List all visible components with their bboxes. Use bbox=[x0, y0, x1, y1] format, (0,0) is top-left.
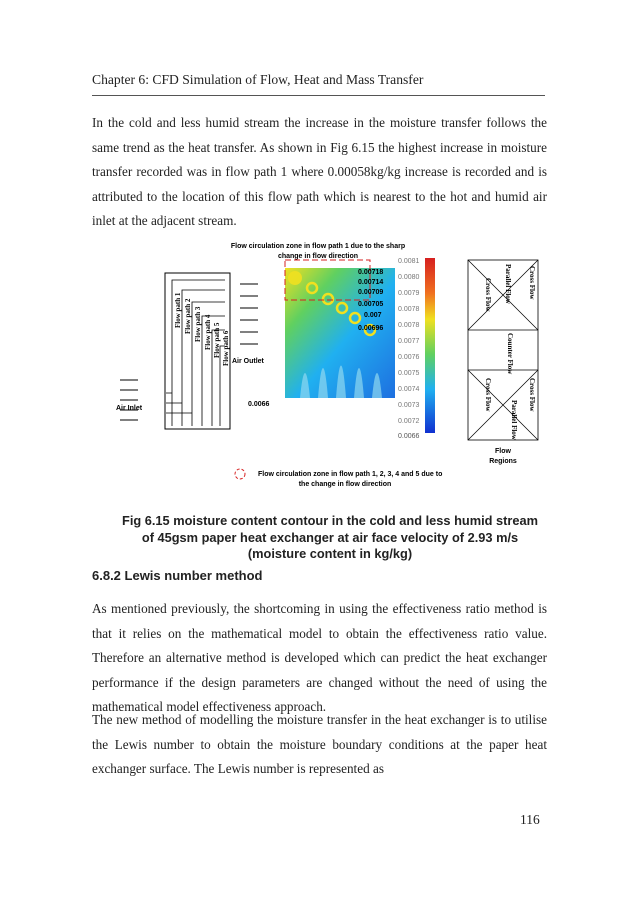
figure-caption: Fig 6.15 moisture content contour in the cold and less humid stream of 45gsm paper heat exchanger at air face velocity of 2.93 m/s (moisture content in kg/kg) bbox=[122, 513, 538, 561]
cbar-tick-5: 0.0078 bbox=[398, 322, 420, 329]
region-counter: Counter Flow bbox=[506, 333, 514, 375]
cbar-tick-2: 0.0080 bbox=[398, 274, 420, 281]
colorbar bbox=[398, 258, 435, 440]
region-cross-mid: Cross Flow bbox=[484, 278, 492, 312]
air-inlet-label: Air Inlet bbox=[116, 405, 143, 412]
region-cross-bottom: Cross Flow bbox=[528, 378, 536, 412]
flow-regions-diagram bbox=[468, 260, 538, 465]
cbar-tick-7: 0.0076 bbox=[398, 354, 420, 361]
paragraph-3: The new method of modelling the moisture transfer in the heat exchanger is to utilise the Lewis number to obtain the moisture boundary conditions at the paper heat exchanger surface. The Lewis number is represented as bbox=[92, 712, 547, 777]
flow-schematic bbox=[116, 273, 265, 429]
cbar-tick-10: 0.0073 bbox=[398, 402, 420, 409]
outlet-value-6: 0.00696 bbox=[358, 325, 384, 332]
region-cross-top: Cross Flow bbox=[528, 266, 536, 300]
chapter-header: Chapter 6: CFD Simulation of Flow, Heat and Mass Transfer bbox=[92, 72, 424, 87]
region-parallel-top: Parallel Flow bbox=[504, 264, 512, 304]
page-number: 116 bbox=[520, 812, 540, 827]
outlet-value-3: 0.00709 bbox=[358, 289, 384, 296]
cbar-tick-1: 0.0081 bbox=[398, 258, 420, 265]
flow-path-6-label: Flow path 6 bbox=[222, 330, 230, 366]
cbar-tick-6: 0.0077 bbox=[398, 338, 420, 345]
cbar-tick-9: 0.0074 bbox=[398, 386, 420, 393]
flow-regions-title-2: Regions bbox=[489, 458, 517, 465]
flow-path-2-label: Flow path 2 bbox=[184, 298, 192, 334]
cbar-tick-8: 0.0075 bbox=[398, 370, 420, 377]
paragraph-2: As mentioned previously, the shortcoming in using the effectiveness ratio method is that it relies on the mathematical model to obtain the effectiveness ratio value. Therefore an alternative method is developed which can predict the heat exchanger performance if the design parameters are changed without the need of using the mathematical model effectiveness approach. bbox=[92, 601, 547, 715]
region-parallel-bottom: Parallel Flow bbox=[510, 400, 518, 440]
outlet-value-5: 0.007 bbox=[364, 312, 382, 319]
bottom-annotation-line2: the change in flow direction bbox=[298, 481, 392, 488]
flow-regions-title-1: Flow bbox=[495, 448, 511, 455]
cbar-tick-3: 0.0079 bbox=[398, 290, 420, 297]
paragraph-1: In the cold and less humid stream the increase in the moisture transfer follows the same trend as the heat transfer. As shown in Fig 6.15 the highest increase in moisture transfer recorded was in flow path 1 where 0.00058kg/kg increase is recorded and is attributed to the location of this flow path which is nearest to the hot and humid air inlet at the adjacent stream. bbox=[92, 115, 547, 229]
outlet-value-1: 0.00718 bbox=[358, 269, 384, 276]
top-annotation-line2: change in flow direction bbox=[277, 253, 359, 260]
flow-path-3-label: Flow path 3 bbox=[194, 306, 202, 342]
inlet-value: 0.0066 bbox=[248, 401, 270, 408]
top-annotation-line1: Flow circulation zone in flow path 1 due to the sharp bbox=[230, 243, 406, 250]
flow-path-4-label: Flow path 4 bbox=[204, 314, 212, 350]
flow-path-1-label: Flow path 1 bbox=[174, 292, 182, 328]
section-title: 6.8.2 Lewis number method bbox=[92, 568, 263, 583]
flow-path-5-label: Flow path 5 bbox=[213, 322, 221, 358]
region-cross-bottom-left: Cross Flow bbox=[484, 378, 492, 412]
cbar-min: 0.0066 bbox=[398, 433, 420, 440]
outlet-value-2: 0.00714 bbox=[358, 279, 384, 286]
header-rule bbox=[92, 95, 545, 96]
cbar-tick-4: 0.0078 bbox=[398, 306, 420, 313]
figure-6-15 bbox=[100, 238, 550, 498]
air-outlet-label: Air Outlet bbox=[232, 358, 264, 365]
cbar-tick-11: 0.0072 bbox=[398, 418, 420, 425]
bottom-annotation-line1: Flow circulation zone in flow path 1, 2, 3, 4 and 5 due to bbox=[258, 471, 443, 478]
outlet-value-4: 0.00705 bbox=[358, 301, 384, 308]
